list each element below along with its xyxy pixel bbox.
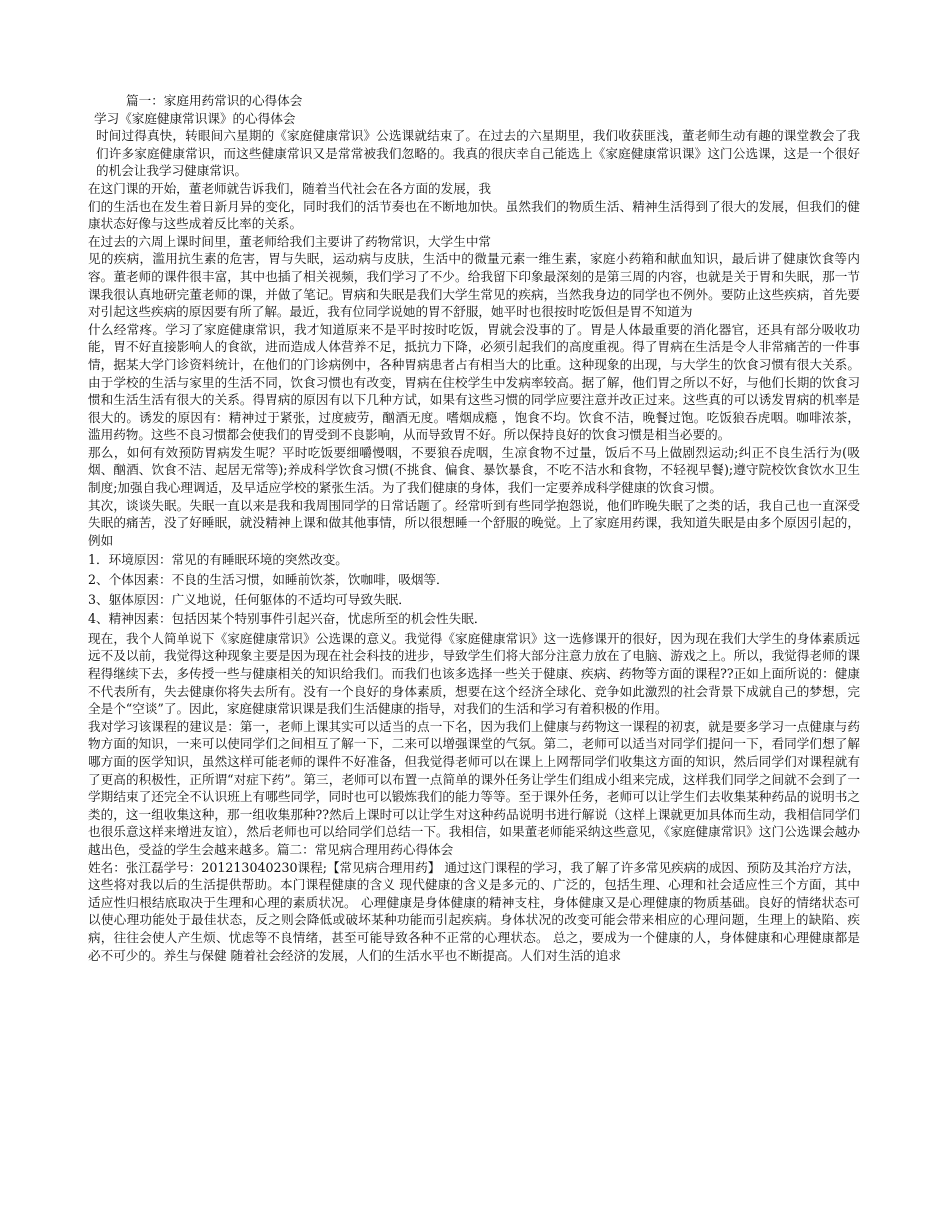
paragraph: 时间过得真快，转眼间六星期的《家庭健康常识》公选课就结束了。在过去的六星期里，我们收获匪浅，董老师生动有趣的课堂教会了我们许多家庭健康常识，而这些健康常识又是常常被我们忽略的。我真的很庆幸自己能选上《家庭健康常识课》这门公选课，这是一个很好的机会让我学习健康常识。 (96, 128, 860, 179)
paragraph: 见的疾病，滥用抗生素的危害，胃与失眠，运动病与皮肤，生活中的微量元素一维生素，家庭小药箱和献血知识，最后讲了健康饮食等内容。董老师的课件很丰富，其中也插了相关视频，我们学习了不少。给我留下印象最深刻的是第三周的内容，也就是关于胃和失眠，那一节课我很认真地研完董老师的课，并做了笔记。胃病和失眠是我们大学生常见的疾病，当然我身边的同学也不例外。要防止这些疾病，首先要对引起这些疾病的原因要有所了解。最近，我有位同学说她的胃不舒服，她平时也很按时吃饭但是胃不知道为 (88, 251, 860, 320)
paragraph: 其次，谈谈失眠。失眠一直以来是我和我周围同学的日常话题了。经常听到有些同学抱怨说，他们昨晚失眠了之类的话，我自己也一直深受失眠的痛苦，没了好睡眠，就没精神上课和做其他事情，所以很想睡一个舒服的晚觉。上了家庭用药课，我知道失眠是由多个原因引起的，例如 (88, 497, 860, 548)
paragraph: 那么，如何有效预防胃病发生呢？平时吃饭要细嚼慢咽，不要狼吞虎咽，生凉食物不过量，饭后不马上做剧烈运动;纠正不良生活行为(吸烟、酗酒、饮食不洁、起居无常等);养成科学饮食习惯(不挑食、偏食、暴饮暴食，不吃不洁水和食物，不轻视早餐);遵守院校饮食饮水卫生制度;加强自我心理调适，及早适应学校的紧张生活。为了我们健康的身体，我们一定要养成科学健康的饮食习惯。 (88, 444, 860, 496)
paragraph: 在这门课的开始，董老师就告诉我们，随着当代社会在各方面的发展，我 (88, 180, 491, 196)
paragraph: 们的生活也在发生着日新月异的变化，同时我们的活节奏也在不断地加快。虽然我们的物质生活、精神生活得到了很大的发展，但我们的健康状态好像与这些成着反比率的关系。 (88, 198, 860, 232)
document-subtitle: 学习《家庭健康常识课》的心得体会 (94, 110, 296, 126)
paragraph: 什么经常疼。学习了家庭健康常识，我才知道原来不是平时按时吃饭，胃就会没事的了。胃是人体最重要的消化器官，还具有部分吸收功能，胃不好直接影响人的食欲，进而造成人体营养不足，抵抗力下降，必须引起我们的高度重视。得了胃病在生活是令人非常痛苦的一件事情，据某大学门诊资料统计，在他们的门诊病例中，各种胃病患者占有相当大的比重。这种现象的出现，与大学生的饮食习惯有很大关系。由于学校的生活与家里的生活不同，饮食习惯也有改变，胃病在住校学生中发病率较高。据了解，他们胃之所以不好，与他们长期的饮食习惯和生活生活有很大的关系。得胃病的原因有以下几种方试，如果有这些习惯的同学应要注意并改正过来。这些真的可以诱发胃病的机率是很大的。诱发的原因有：精神过于紧张，过度疲劳，酗酒无度。嗜烟成瘾 ，饱食不均。饮食不洁，晚餐过饱。吃饭狼吞虎咽。咖啡浓茶，滥用药物。这些不良习惯都会使我们的胃受到不良影响，从而导致胃不好。所以保持良好的饮食习惯是相当必要的。 (88, 321, 860, 443)
paragraph: 现在，我个人简单说下《家庭健康常识》公选课的意义。我觉得《家庭健康常识》这一选修课开的很好，因为现在我们大学生的身体素质远远不及以前，我觉得这种现象主要是因为现在社会科技的进步，导致学生们将大部分注意力放在了电脑、游戏之上。所以，我觉得老师的课程得继续下去，多传授一些与健康相关的知识给我们。而我们也该多选择一些关于健康、疾病、药物等方面的课程??正如上面所说的：健康不代表所有，失去健康你将失去所有。没有一个良好的身体素质，想要在这个经济全球化、竞争如此激烈的社会背景下成就自己的梦想，完全是个“空谈”了。因此，家庭健康常识课是我们生活健康的指导，对我们的生活和学习有着积极的作用。 (88, 630, 860, 717)
paragraph: 我对学习该课程的建议是：第一，老师上课其实可以适当的点一下名，因为我们上健康与药物这一课程的初衷，就是要多学习一点健康与药物方面的知识，一来可以使同学们之间相互了解一下，二来可以增强课堂的气氛。第二，老师可以适当对同学们提问一下，看同学们想了解哪方面的医学知识，虽然这样可能老师的课件不好准备，但我觉得老师可以在课上上网帮同学们收集这方面的知识，然后同学们对课程就有了更高的积极性，正所谓“对症下药”。第三，老师可以布置一点简单的课外任务让学生们组成小组来完成，这样我们同学之间就不会到了一学期结束了还完全不认识班上有哪些同学，同时也可以锻炼我们的能力等等。至于课外任务，老师可以让学生们去收集某种药品的说明书之类的，这一组收集这种，那一组收集那种??然后上课时可以让学生对这种药品说明书进行解说（这样上课就更加具体而生动，我相信同学们也很乐意这样来增进友谊），然后老师也可以给同学们总结一下。我相信，如果董老师能采纳这些意见，《家庭健康常识》这门公选课会越办越出色，受益的学生会越来越多。篇二：常见病合理用药心得体会 (88, 718, 860, 857)
list-item: 4、精神因素：包括因某个特别事件引起兴奋，忧虑所至的机会性失眠． (88, 611, 487, 627)
paragraph: 姓名：张江磊学号：201213040230课程;【常见病合理用药】 通过这门课程的学习，我了解了许多常见疾病的成因、预防及其治疗方法，这些将对我以后的生活提供帮助。本门课程健康的含义 现代健康的含义是多元的、广泛的，包括生理、心理和社会适应性三个方面，其中适应性归根结底取决于生理和心理的素质状况。 心理健康是身体健康的精神支柱，身体健康又是心理健康的物质基础。良好的情绪状态可以使心理功能处于最佳状态，反之则会降低或破坏某种功能而引起疾病。身体状况的改变可能会带来相应的心理问题，生理上的缺陷、疾病，往往会使人产生烦、忧虑等不良情绪，甚至可能导致各种不正常的心理状态。 总之，要成为一个健康的人，身体健康和心理健康都是必不可少的。养生与保健 随着社会经济的发展，人们的生活水平也不断提高。人们对生活的追求 (88, 859, 860, 963)
paragraph: 在过去的六周上课时间里，董老师给我们主要讲了药物常识，大学生中常 (88, 233, 491, 249)
document-page (88, 92, 860, 964)
list-item: 2、个体因素：不良的生活习惯，如睡前饮茶，饮咖啡，吸烟等． (88, 572, 449, 588)
list-item: 3、躯体原因：广义地说，任何躯体的不适均可导致失眠． (88, 591, 411, 607)
section-heading-1: 篇一：家庭用药常识的心得体会 (126, 93, 303, 108)
list-item: 1．环境原因：常见的有睡眠环境的突然改变。 (88, 552, 348, 568)
